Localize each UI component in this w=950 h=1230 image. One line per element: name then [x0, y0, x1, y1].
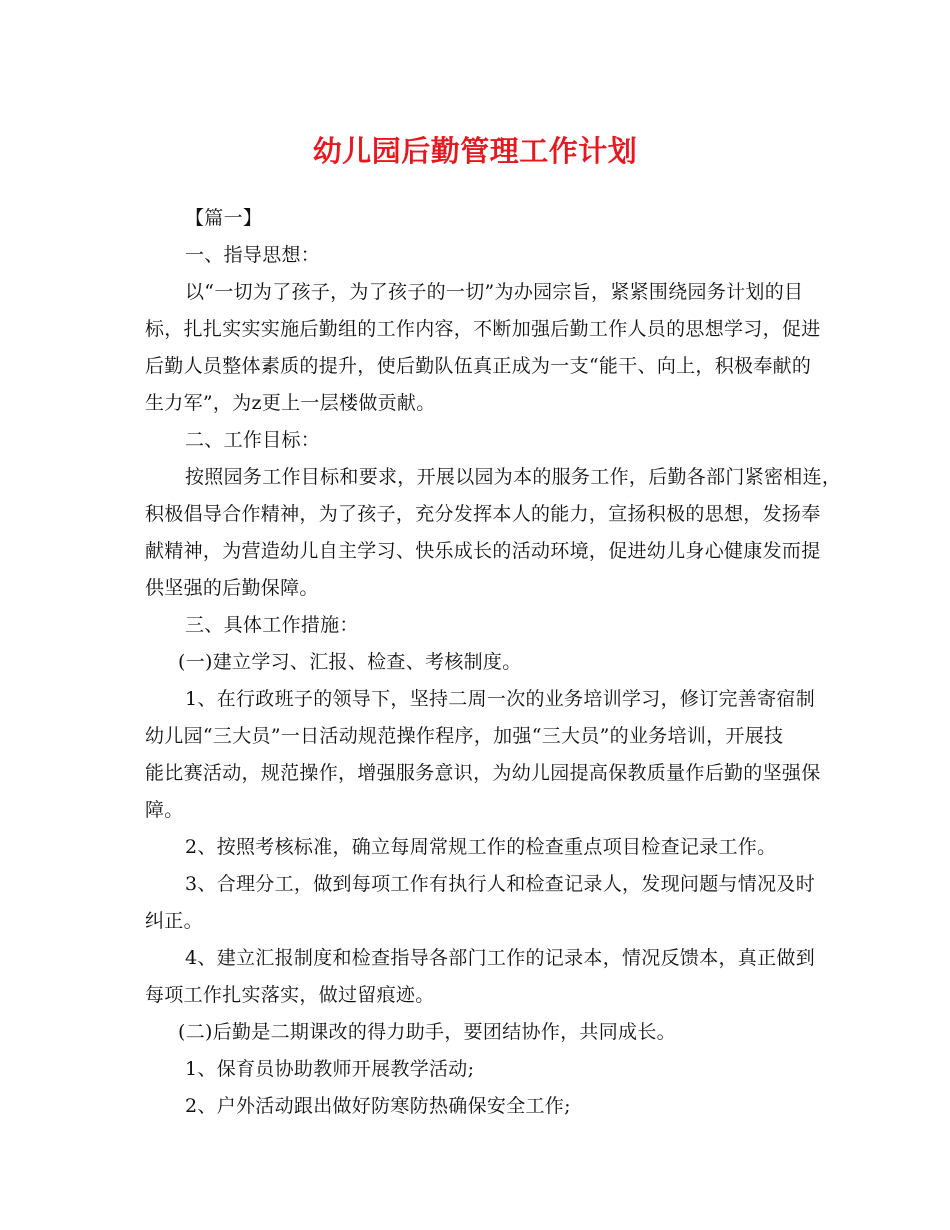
- subheading-system: (一)建立学习、汇报、检查、考核制度。: [178, 651, 522, 673]
- list-item-line: 障。: [145, 799, 184, 821]
- document-title: 幼儿园后勤管理工作计划: [312, 134, 638, 168]
- heading-specific-measures: 三、具体工作措施：: [185, 614, 359, 636]
- list-item-line: 4、建立汇报制度和检查指导各部门工作的记录本，情况反馈本，真正做到: [185, 947, 815, 969]
- paragraph-line: 按照园务工作目标和要求，开展以园为本的服务工作，后勤各部门紧密相连，: [185, 466, 842, 488]
- list-item-line: 幼儿园“三大员”一日活动规范操作程序，加强“三大员”的业务培训，开展技: [145, 725, 784, 747]
- section-heading-part-one: 【篇一】: [185, 207, 263, 229]
- list-item-line: 1、保育员协助教师开展教学活动;: [185, 1058, 475, 1080]
- list-item-line: 纠正。: [145, 910, 203, 932]
- paragraph-line: 献精神，为营造幼儿自主学习、快乐成长的活动环境，促进幼儿身心健康发而提: [145, 540, 821, 562]
- subheading-teamwork: (二)后勤是二期课改的得力助手，要团结协作，共同成长。: [178, 1021, 676, 1043]
- paragraph-line: 供坚强的后勤保障。: [145, 577, 319, 599]
- heading-work-goals: 二、工作目标：: [185, 429, 321, 451]
- paragraph-line: 积极倡导合作精神，为了孩子，充分发挥本人的能力，宣扬积极的思想，发扬奉: [145, 503, 821, 525]
- paragraph-line: 后勤人员整体素质的提升，使后勤队伍真正成为一支“能干、向上，积极奉献的: [145, 355, 812, 377]
- list-item-line: 3、合理分工，做到每项工作有执行人和检查记录人，发现问题与情况及时: [185, 873, 815, 895]
- paragraph-line: 以“一切为了孩子，为了孩子的一切”为办园宗旨，紧紧围绕园务计划的目: [185, 281, 804, 303]
- list-item-line: 2、户外活动跟出做好防寒防热确保安全工作;: [185, 1095, 571, 1117]
- document-body: [145, 200, 842, 1125]
- list-item-line: 每项工作扎实落实，做过留痕迹。: [145, 984, 435, 1006]
- list-item-line: 能比赛活动，规范操作，增强服务意识，为幼儿园提高保教质量作后勤的坚强保: [145, 762, 821, 784]
- paragraph-line: 生力军”，为z更上一层楼做贡献。: [145, 392, 436, 414]
- list-item-line: 1、在行政班子的领导下，坚持二周一次的业务培训学习，修订完善寄宿制: [185, 688, 815, 710]
- paragraph-line: 标，扎扎实实实施后勤组的工作内容，不断加强后勤工作人员的思想学习，促进: [145, 318, 821, 340]
- heading-guiding-ideology: 一、指导思想：: [185, 244, 321, 266]
- list-item-line: 2、按照考核标准，确立每周常规工作的检查重点项目检查记录工作。: [185, 836, 777, 858]
